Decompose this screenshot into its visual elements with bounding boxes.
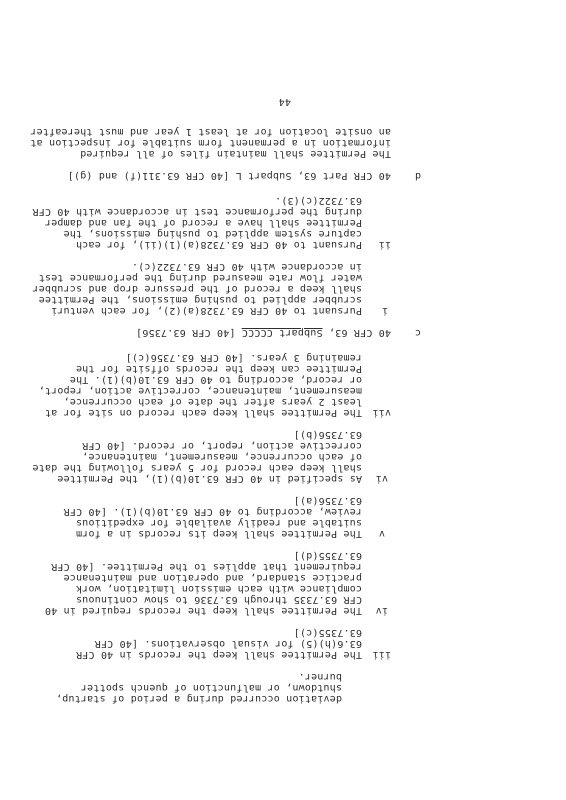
item-vii-line: or record, according to 40 CFR 63.10(b)(1). The — [69, 374, 362, 385]
bottom-line-1: The Permittee shall maintain files of all required — [79, 148, 391, 159]
item-iv-line: practice standard, and operation and maintenance — [63, 572, 362, 583]
section-d-label: d — [414, 170, 421, 181]
section-c-label: c — [414, 327, 421, 338]
item-vi-line: corrective action, report, or record. [40 CFR — [82, 440, 362, 451]
item-vii-line: The Permittee shall keep each record on site for at — [44, 407, 362, 418]
item-iv-line: The Permittee shall keep the records required in 40 — [44, 605, 362, 616]
item-vii-line: measurement, maintenance, corrective action, report, — [38, 385, 362, 396]
section-c-item-ii-line: capture system applied to pushing emissions, the — [63, 228, 362, 239]
section-c-item-i-line: in accordance with 40 CFR 63.7322(c). — [131, 261, 362, 272]
section-c-item-i-line: scrubber applied to pushing emissions, the Permittee — [38, 294, 362, 305]
section-c-item-i-line: water flow rate measured during the performance test — [38, 272, 362, 283]
item-v-line: 63.7356(a)] — [293, 495, 362, 506]
top-line-3: burner. — [298, 671, 342, 682]
section-c-item-i-label: i — [381, 305, 388, 316]
bottom-line-2: information in a permanent form suitable for inspection at — [30, 137, 391, 148]
section-d-heading: 40 CFR Part 63, Subpart L [40 CFR 63.311(f) and (g)] — [67, 170, 391, 181]
item-vii-line: least 2 years after the date of each occurrence, — [63, 396, 362, 407]
item-iv-line: CFR 63.7335 through 63.7336 to show continuous — [75, 594, 362, 605]
item-iii-line: The Permittee shall keep the records in 40 CFR — [75, 649, 362, 660]
section-c-item-ii-line: 63.7322(c)(3). — [274, 195, 362, 206]
item-vi-line: of each occurrence, measurement, maintenance, — [82, 451, 362, 462]
section-c-item-ii-line: Pursuant to 40 CFR 63.7328(a)(1)(ii), for each — [75, 239, 362, 250]
item-iv-label: iv — [375, 605, 388, 616]
item-v-line: review, according to 40 CFR 63.10(b)(1). [40 CFR — [63, 506, 362, 517]
section-c-item-i-line: shall keep a record of the pressure drop and scrubber — [32, 283, 362, 294]
item-v-line: The Permittee shall keep its records in a form — [75, 528, 362, 539]
item-vi-line: 63.7356(b)] — [293, 429, 362, 440]
item-iv-line: requirement that applies to the Permittee. [40 CFR — [50, 561, 362, 572]
section-c-item-ii-label: ii — [378, 239, 391, 250]
item-vi-line: As specified in 40 CFR 63.10(b)(1), the Permittee — [57, 473, 362, 484]
item-iv-line: compliance with each emission limitation, work — [75, 583, 362, 594]
section-c-item-i-line: Pursuant to 40 CFR 63.7328(a)(2), for each venturi — [50, 305, 362, 316]
item-v-label: v — [378, 528, 385, 539]
item-iv-line: 63.7355(d)] — [293, 550, 362, 561]
item-vi-label: vi — [375, 473, 388, 484]
item-iii-label: iii — [372, 649, 391, 660]
top-line-1: deviation occurred during a period of startup, — [55, 693, 342, 704]
section-c-item-ii-line: Permittee shall have a record of the fan and damper — [44, 217, 362, 228]
section-c-heading: 40 CFR 63, Subpart CCCCC [40 CFR 63.7356] — [135, 327, 391, 338]
item-vi-line: shall keep each record for 5 years following the date — [32, 462, 362, 473]
section-c-item-ii-line: during the performance test in accordance with 40 CFR — [32, 206, 362, 217]
item-vii-line: Permittee can keep the records offsite for the — [75, 363, 362, 374]
item-vii-label: vii — [372, 407, 391, 418]
item-iii-line: 63.7355(c)] — [293, 627, 362, 638]
page-number: 44 — [278, 96, 291, 107]
bottom-line-3: an onsite location for at least 1 year and must thereafter — [30, 126, 391, 137]
item-v-line: suitable and readily available for expeditious — [75, 517, 362, 528]
item-iii-line: 63.6(h)(5) for visual observations. [40 CFR — [94, 638, 362, 649]
top-line-2: shutdown, or malfunction of quench spotter — [80, 682, 342, 693]
section-c-heading-underlined: Subpart CCCCC — [241, 327, 323, 338]
item-vii-line: remaining 3 years. [40 CFR 63.7356(c)] — [125, 352, 362, 363]
